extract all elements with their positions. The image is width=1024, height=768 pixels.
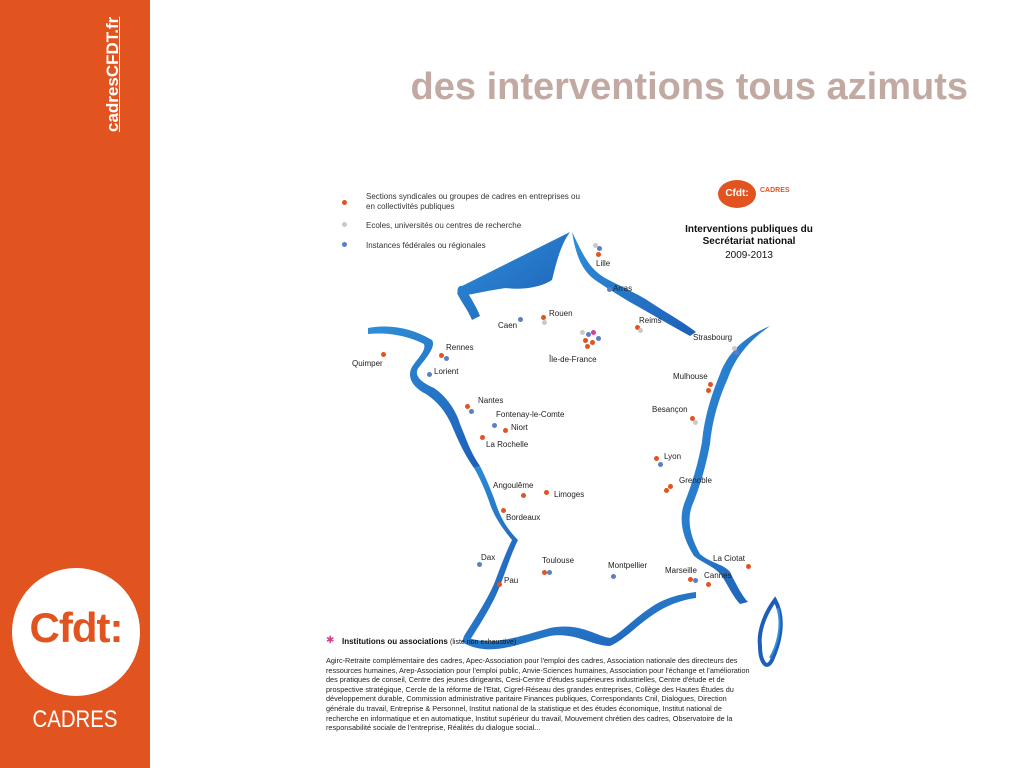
city-label-rouen: Rouen xyxy=(549,309,573,318)
city-dot xyxy=(596,252,601,257)
city-dot xyxy=(607,287,612,292)
city-dot xyxy=(746,564,751,569)
institutions-title xyxy=(342,637,516,646)
city-dot xyxy=(706,582,711,587)
city-label-montpellier: Montpellier xyxy=(608,561,648,570)
city-dot xyxy=(596,336,601,341)
cadres-label: CADRES xyxy=(32,706,118,733)
institutions-note: (liste non exhaustive) xyxy=(450,639,517,646)
city-dot xyxy=(583,338,588,343)
slide-title: des interventions tous azimuts xyxy=(410,66,968,108)
city-label-arras: Arras xyxy=(613,284,633,293)
city-label-lille: Lille xyxy=(596,259,611,268)
city-dot xyxy=(693,420,698,425)
city-dot xyxy=(518,317,523,322)
city-label-dax: Dax xyxy=(481,553,496,562)
city-label-pau: Pau xyxy=(504,576,519,585)
city-label-lyon: Lyon xyxy=(664,452,682,461)
city-label-limoges: Limoges xyxy=(554,490,585,499)
city-dot xyxy=(492,423,497,428)
city-dot xyxy=(706,388,711,393)
city-dot xyxy=(597,246,602,251)
city-label-fontenay-le-comte: Fontenay-le-Comte xyxy=(496,410,565,419)
city-dot xyxy=(547,570,552,575)
city-label-la-ciotat: La Ciotat xyxy=(713,554,746,563)
city-label-caen: Caen xyxy=(498,321,518,330)
city-label-marseille: Marseille xyxy=(665,566,698,575)
legend-dot-ecoles xyxy=(342,222,347,227)
city-label-strasbourg: Strasbourg xyxy=(693,333,733,342)
map-cfdt-logo xyxy=(718,180,756,208)
cfdt-logo-text: Cfdt: xyxy=(29,604,123,651)
city-label-besancon: Besançon xyxy=(652,405,688,414)
city-dot xyxy=(497,582,502,587)
map-logo-suffix: CADRES xyxy=(760,187,790,194)
city-label-angouleme: Angoulême xyxy=(493,481,534,490)
city-dot xyxy=(654,456,659,461)
legend-dot-instances xyxy=(342,242,347,247)
legend-sections-label: Sections syndicales ou groupes de cadres en entreprises ou en collectivités publiques xyxy=(366,192,580,211)
city-label-grenoble: Grenoble xyxy=(679,476,712,485)
city-dot xyxy=(477,562,482,567)
city-label-lorient: Lorient xyxy=(434,367,459,376)
map-logo-text: Cfdt: xyxy=(725,188,749,199)
site-url-link[interactable] xyxy=(103,16,125,142)
city-label-toulouse: Toulouse xyxy=(542,556,575,565)
city-dot xyxy=(469,409,474,414)
city-dot xyxy=(611,574,616,579)
city-dot xyxy=(734,350,739,355)
city-dot xyxy=(381,352,386,357)
city-dot xyxy=(585,344,590,349)
city-dot xyxy=(480,435,485,440)
city-dot xyxy=(544,490,549,495)
corsica-outline xyxy=(770,608,780,658)
city-label-nantes: Nantes xyxy=(478,396,504,405)
city-label-bordeaux: Bordeaux xyxy=(506,513,541,522)
city-dot xyxy=(638,328,643,333)
city-label-la-rochelle: La Rochelle xyxy=(486,440,529,449)
city-dot xyxy=(658,462,663,467)
institutions-star-icon: ✱ xyxy=(326,635,335,646)
legend-ecoles-label: Ecoles, universités ou centres de recherche xyxy=(366,221,522,230)
city-dot xyxy=(503,428,508,433)
city-dot xyxy=(664,488,669,493)
city-dot xyxy=(693,578,698,583)
site-url-text[interactable]: cadresCFDT.fr xyxy=(103,16,122,132)
france-map-figure xyxy=(320,160,813,760)
city-dot xyxy=(591,330,596,335)
city-dot xyxy=(580,330,585,335)
city-label-mulhouse: Mulhouse xyxy=(673,372,708,381)
city-dot xyxy=(590,340,595,345)
city-dot xyxy=(708,382,713,387)
city-label-niort: Niort xyxy=(511,423,528,432)
map-years: 2009-2013 xyxy=(725,250,773,261)
cfdt-logo xyxy=(12,568,140,696)
city-dot xyxy=(427,372,432,377)
institutions-title-text: Institutions ou associations xyxy=(342,637,448,646)
city-label-quimper: Quimper xyxy=(352,359,383,368)
city-dot xyxy=(521,493,526,498)
city-dot xyxy=(465,404,470,409)
city-label-rennes: Rennes xyxy=(446,343,474,352)
city-dot xyxy=(542,320,547,325)
legend-instances-label: Instances fédérales ou régionales xyxy=(366,241,486,250)
map-heading: Interventions publiques du Secrétariat national xyxy=(685,224,813,247)
city-label-cannes: Cannes xyxy=(704,571,732,580)
city-label-reims: Reims xyxy=(639,316,662,325)
legend-dot-sections xyxy=(342,200,347,205)
city-dot xyxy=(668,484,673,489)
sidebar xyxy=(0,0,150,768)
institutions-list: Agirc-Retraite complémentaire des cadres, Apec-Association pour l'emploi des cadres, Association nationale des directeurs des ressources humaines, Arep-Association pour l'emploi public, Anvie-Sciences humaines, Association pour l'échange et l'amélioration des pratiques de conseil, Centre des jeunes dirigeants, Cesi-Centre d'études supérieures industrielles, Centre d'étude et de prospective stratégique, Cercle de la réforme de l'Etat, Cigref-Réseau des grandes entreprises, Collège des Hautes Études du développement durable, Commission administrative paritaire Finances publiques, Correspondants Cnil, Dialogues, Direction générale du travail, Entreprise & Personnel, Institut national de la statistique et des études économique, Institut national de recherche en informatique et en automatique, Institut supérieur du travail, Mouvement chrétien des cadres, Observatoire de la responsabilité sociale de l'entreprise, Réalités du dialogue social... xyxy=(326,656,750,733)
city-dot xyxy=(444,356,449,361)
city-label-ile-de-france: Île-de-France xyxy=(549,355,597,364)
